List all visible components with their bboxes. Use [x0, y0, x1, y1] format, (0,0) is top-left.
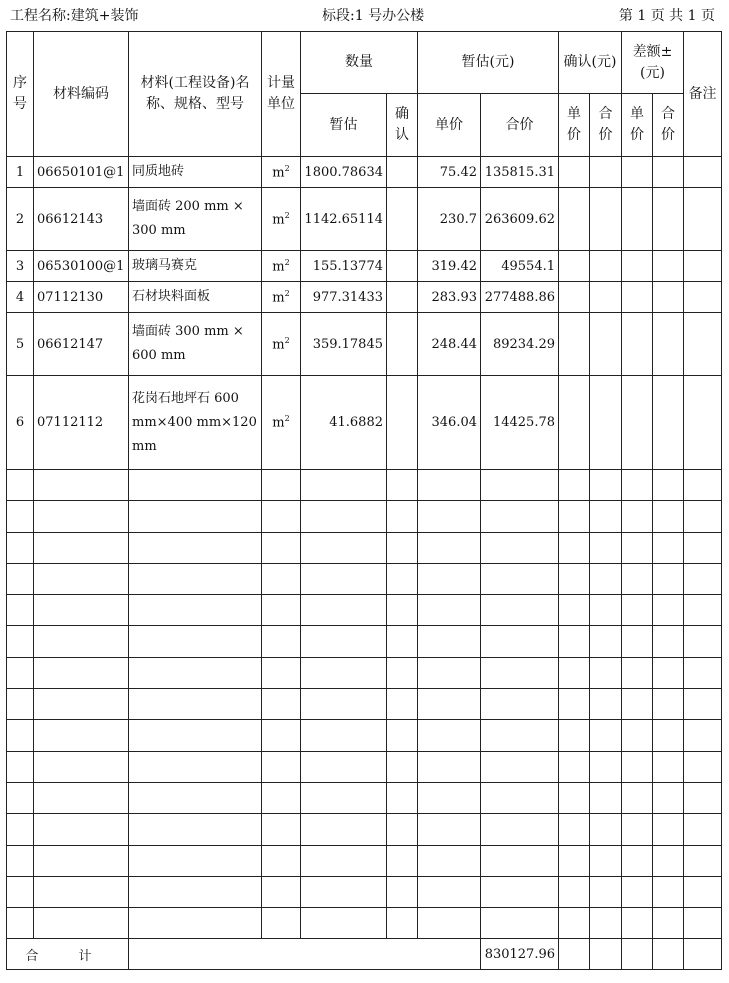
- row-confirm-total: [590, 188, 622, 251]
- col-total: 合价: [481, 94, 559, 157]
- section-name: 标段:1 号办公楼: [322, 8, 425, 24]
- row-confirm-total: [590, 376, 622, 470]
- col-seq: 序号: [7, 32, 34, 157]
- row-seq: 3: [7, 251, 34, 282]
- row-seq: 1: [7, 157, 34, 188]
- row-qty: 1142.65114: [301, 188, 387, 251]
- row-confirm-total: [590, 251, 622, 282]
- row-unit: $m^2$: [262, 282, 301, 313]
- empty-row: [7, 689, 722, 720]
- empty-row: [7, 782, 722, 813]
- row-name: 玻璃马赛克: [129, 251, 262, 282]
- row-remark: [684, 313, 722, 376]
- col-confirm-unit: 单价: [559, 94, 590, 157]
- row-diff-unit: [622, 313, 653, 376]
- table-body: [7, 157, 722, 939]
- col-diff-total: 合价: [653, 94, 684, 157]
- col-unit: 计量单位: [262, 32, 301, 157]
- empty-row: [7, 876, 722, 907]
- empty-row: [7, 657, 722, 688]
- col-name: 材料(工程设备)名称、规格、型号: [129, 32, 262, 157]
- sum-label: 合 计: [7, 939, 129, 970]
- row-name: 墙面砖 200 mm × 300 mm: [129, 188, 262, 251]
- row-diff-unit: [622, 282, 653, 313]
- row-remark: [684, 157, 722, 188]
- row-confirm-unit: [559, 251, 590, 282]
- row-unit: $m^2$: [262, 313, 301, 376]
- row-total: 277488.86: [481, 282, 559, 313]
- col-confirm: 确认(元): [559, 32, 622, 94]
- col-diff-unit: 单价: [622, 94, 653, 157]
- row-name: 同质地砖: [129, 157, 262, 188]
- row-code: 06650101@1: [34, 157, 129, 188]
- row-unit: $m^2$: [262, 157, 301, 188]
- row-price: 230.7: [418, 188, 481, 251]
- empty-row: [7, 470, 722, 501]
- row-confirm-unit: [559, 313, 590, 376]
- row-remark: [684, 188, 722, 251]
- row-diff-total: [653, 157, 684, 188]
- row-diff-total: [653, 251, 684, 282]
- materials-table: [6, 31, 722, 970]
- row-confirm-unit: [559, 157, 590, 188]
- table-row: [7, 376, 722, 470]
- row-confirm-unit: [559, 376, 590, 470]
- row-code: 07112130: [34, 282, 129, 313]
- row-total: 135815.31: [481, 157, 559, 188]
- row-qty: 977.31433: [301, 282, 387, 313]
- row-code: 07112112: [34, 376, 129, 470]
- row-diff-unit: [622, 157, 653, 188]
- row-seq: 4: [7, 282, 34, 313]
- empty-row: [7, 845, 722, 876]
- row-code: 06530100@1: [34, 251, 129, 282]
- row-remark: [684, 376, 722, 470]
- row-diff-unit: [622, 188, 653, 251]
- row-qty: 359.17845: [301, 313, 387, 376]
- empty-row: [7, 501, 722, 532]
- row-remark: [684, 251, 722, 282]
- row-unit: $m^2$: [262, 376, 301, 470]
- row-qty: 1800.78634: [301, 157, 387, 188]
- sum-blank: [129, 939, 481, 970]
- row-price: 283.93: [418, 282, 481, 313]
- row-name: 石材块料面板: [129, 282, 262, 313]
- row-qty: 41.6882: [301, 376, 387, 470]
- row-qty-confirm: [387, 313, 418, 376]
- row-total: 14425.78: [481, 376, 559, 470]
- row-total: 89234.29: [481, 313, 559, 376]
- col-remark: 备注: [684, 32, 722, 157]
- row-qty-confirm: [387, 188, 418, 251]
- col-quantity: 数量: [301, 32, 418, 94]
- row-confirm-unit: [559, 282, 590, 313]
- sum-total: 830127.96: [481, 939, 559, 970]
- row-total: 49554.1: [481, 251, 559, 282]
- row-diff-total: [653, 313, 684, 376]
- table-row: [7, 313, 722, 376]
- row-qty-confirm: [387, 157, 418, 188]
- row-seq: 6: [7, 376, 34, 470]
- row-remark: [684, 282, 722, 313]
- empty-row: [7, 626, 722, 657]
- empty-row: [7, 908, 722, 939]
- row-code: 06612143: [34, 188, 129, 251]
- row-confirm-unit: [559, 188, 590, 251]
- col-diff: 差额±(元): [622, 32, 684, 94]
- empty-row: [7, 595, 722, 626]
- row-qty-confirm: [387, 282, 418, 313]
- col-confirm-total: 合价: [590, 94, 622, 157]
- row-name: 墙面砖 300 mm × 600 mm: [129, 313, 262, 376]
- empty-row: [7, 532, 722, 563]
- row-diff-total: [653, 376, 684, 470]
- row-qty-confirm: [387, 376, 418, 470]
- col-unit-price: 单价: [418, 94, 481, 157]
- page-header: [0, 0, 729, 28]
- col-code: 材料编码: [34, 32, 129, 157]
- row-qty-confirm: [387, 251, 418, 282]
- row-unit: $m^2$: [262, 188, 301, 251]
- table-row: [7, 188, 722, 251]
- col-qty-confirm: 确认: [387, 94, 418, 157]
- row-price: 75.42: [418, 157, 481, 188]
- row-qty: 155.13774: [301, 251, 387, 282]
- row-code: 06612147: [34, 313, 129, 376]
- row-diff-total: [653, 188, 684, 251]
- row-confirm-total: [590, 282, 622, 313]
- empty-row: [7, 563, 722, 594]
- table-row: [7, 157, 722, 188]
- table-row: [7, 251, 722, 282]
- col-estimate: 暂估(元): [418, 32, 559, 94]
- row-diff-unit: [622, 251, 653, 282]
- row-confirm-total: [590, 313, 622, 376]
- page-number: 第 1 页 共 1 页: [618, 8, 715, 24]
- row-price: 346.04: [418, 376, 481, 470]
- row-price: 319.42: [418, 251, 481, 282]
- col-qty-estimate: 暂估: [301, 94, 387, 157]
- project-name: 工程名称:建筑+装饰: [10, 8, 139, 24]
- empty-row: [7, 814, 722, 845]
- empty-row: [7, 720, 722, 751]
- row-diff-unit: [622, 376, 653, 470]
- sum-row: [7, 939, 722, 970]
- row-price: 248.44: [418, 313, 481, 376]
- empty-row: [7, 751, 722, 782]
- row-seq: 5: [7, 313, 34, 376]
- row-unit: $m^2$: [262, 251, 301, 282]
- row-seq: 2: [7, 188, 34, 251]
- table-row: [7, 282, 722, 313]
- row-confirm-total: [590, 157, 622, 188]
- row-diff-total: [653, 282, 684, 313]
- row-name: 花岗石地坪石 600 mm×400 mm×120 mm: [129, 376, 262, 470]
- row-total: 263609.62: [481, 188, 559, 251]
